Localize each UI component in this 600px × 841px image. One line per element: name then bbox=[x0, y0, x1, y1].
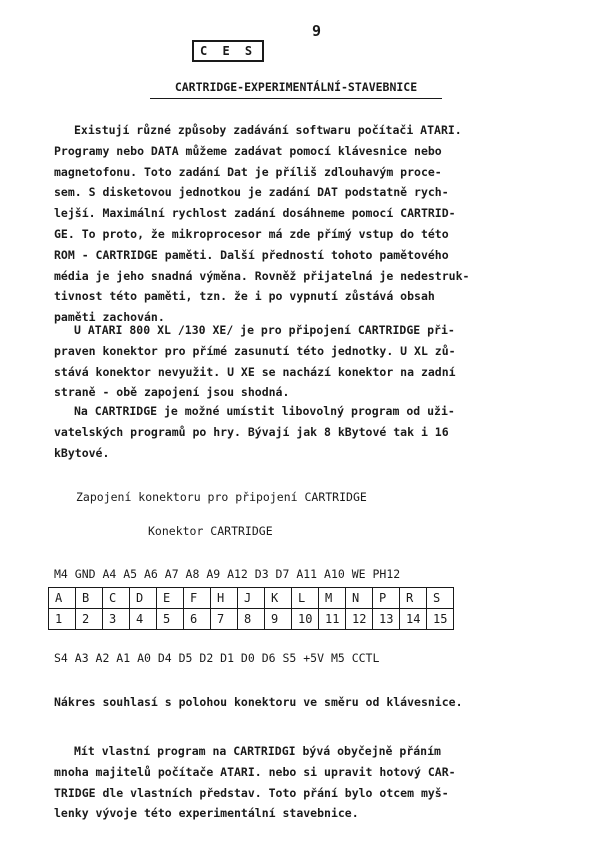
pin-number: 9 bbox=[265, 609, 292, 630]
pin-number: 6 bbox=[184, 609, 211, 630]
pin-letter: C bbox=[103, 588, 130, 609]
text-line: paměti zachován. bbox=[54, 310, 165, 325]
pin-number: 12 bbox=[346, 609, 373, 630]
connector-caption: Konektor CARTRIDGE bbox=[148, 524, 273, 538]
connector-paragraph bbox=[54, 320, 554, 403]
pin-number: 5 bbox=[157, 609, 184, 630]
text-line: tivnost této paměti, tzn. že i po vypnutí zůstává obsah bbox=[54, 289, 435, 304]
pin-number: 3 bbox=[103, 609, 130, 630]
pin-letter: S bbox=[427, 588, 454, 609]
pin-letter: P bbox=[373, 588, 400, 609]
pin-letter: A bbox=[49, 588, 76, 609]
text-line: mnoha majitelů počítače ATARI. nebo si upravit hotový CAR- bbox=[54, 764, 456, 779]
pin-number: 14 bbox=[400, 609, 427, 630]
pin-number: 4 bbox=[130, 609, 157, 630]
connector-letter-row bbox=[49, 588, 454, 609]
text-line: Na CARTRIDGE je možné umístit libovolný program od uži- bbox=[74, 404, 455, 418]
page-title: CARTRIDGE-EXPERIMENTÁLNÍ-STAVEBNICE bbox=[150, 80, 442, 99]
closing-paragraph bbox=[54, 741, 554, 824]
page-number: 9 bbox=[312, 22, 322, 40]
text-line: ROM - CARTRIDGE paměti. Další předností tohoto pamětového bbox=[54, 247, 449, 262]
text-line: kBytové. bbox=[54, 445, 110, 460]
bottom-pin-labels: S4 A3 A2 A1 A0 D4 D5 D2 D1 D0 D6 S5 +5V M5 CCTL bbox=[54, 651, 380, 665]
pin-number: 1 bbox=[49, 609, 76, 630]
pin-number: 11 bbox=[319, 609, 346, 630]
intro-paragraph bbox=[54, 120, 554, 328]
pin-number: 8 bbox=[238, 609, 265, 630]
text-line: GE. To proto, že mikroprocesor má zde přímý vstup do této bbox=[54, 226, 449, 241]
wiring-subheading: Zapojení konektoru pro připojení CARTRIDGE bbox=[76, 490, 367, 504]
diagram-note: Nákres souhlasí s polohou konektoru ve směru od klávesnice. bbox=[54, 695, 463, 709]
text-line: magnetofonu. Toto zadání Dat je příliš zdlouhavým proce- bbox=[54, 164, 442, 179]
pin-letter: D bbox=[130, 588, 157, 609]
connector-number-row bbox=[49, 609, 454, 630]
text-line: U ATARI 800 XL /130 XE/ je pro připojení CARTRIDGE při- bbox=[74, 323, 455, 337]
pin-number: 2 bbox=[76, 609, 103, 630]
text-line: vatelských programů po hry. Bývají jak 8 kBytové tak i 16 bbox=[54, 424, 449, 439]
pin-number: 13 bbox=[373, 609, 400, 630]
pin-letter: M bbox=[319, 588, 346, 609]
text-line: straně - obě zapojení jsou shodná. bbox=[54, 385, 290, 400]
pin-letter: H bbox=[211, 588, 238, 609]
pin-number: 10 bbox=[292, 609, 319, 630]
text-line: média je jeho snadná výměna. Rovněž přijatelná je nedestruk- bbox=[54, 268, 470, 283]
pin-letter: J bbox=[238, 588, 265, 609]
text-line: Mít vlastní program na CARTRIDGI bývá obyčejně přáním bbox=[74, 744, 441, 758]
top-pin-labels: M4 GND A4 A5 A6 A7 A8 A9 A12 D3 D7 A11 A10 WE PH12 bbox=[54, 567, 401, 581]
text-line: lejší. Maximální rychlost zadání dosáhneme pomocí CARTRID- bbox=[54, 206, 456, 221]
pin-letter: L bbox=[292, 588, 319, 609]
pin-number: 15 bbox=[427, 609, 454, 630]
programs-paragraph bbox=[54, 401, 554, 463]
text-line: Programy nebo DATA můžeme zadávat pomocí klávesnice nebo bbox=[54, 143, 442, 158]
connector-diagram bbox=[48, 587, 454, 630]
text-line: lenky vývoje této experimentální stavebnice. bbox=[54, 806, 359, 821]
text-line: TRIDGE dle vlastních představ. Toto přání bylo otcem myš- bbox=[54, 785, 449, 800]
text-line: sem. S disketovou jednotkou je zadání DAT podstatně rych- bbox=[54, 185, 449, 200]
pin-letter: B bbox=[76, 588, 103, 609]
pin-letter: E bbox=[157, 588, 184, 609]
ces-logo: C E S bbox=[192, 40, 264, 62]
pin-number: 7 bbox=[211, 609, 238, 630]
text-line: stává konektor nevyužit. U XE se nachází konektor na zadní bbox=[54, 364, 456, 379]
pin-letter: R bbox=[400, 588, 427, 609]
text-line: praven konektor pro přímé zasunutí této jednotky. U XL zů- bbox=[54, 343, 456, 358]
pin-letter: N bbox=[346, 588, 373, 609]
text-line: Existují různé způsoby zadávání softwaru počítači ATARI. bbox=[74, 123, 462, 137]
pin-letter: F bbox=[184, 588, 211, 609]
pin-letter: K bbox=[265, 588, 292, 609]
